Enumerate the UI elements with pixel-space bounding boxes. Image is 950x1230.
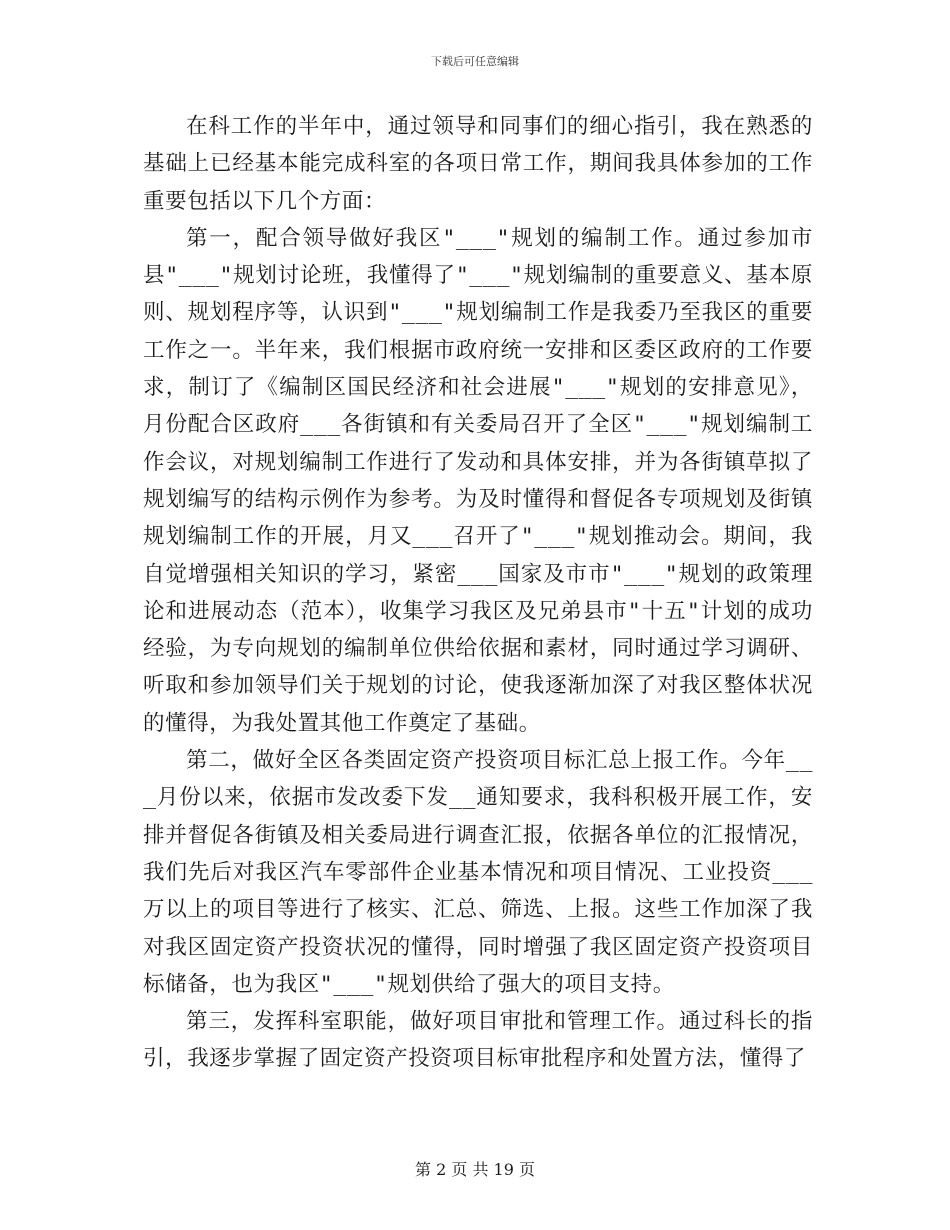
page-header: 下载后可任意编辑 [431,55,519,68]
document-body [143,108,813,1078]
paragraph-second: 第二，做好全区各类固定资产投资项目标汇总上报工作。今年___月份以来，依据市发改委下发__通知要求，我科积极开展工作，安排并督促各街镇及相关委局进行调查汇报，依据各单位的汇报情况，我们先后对我区汽车零部件企业基本情况和项目情况、工业投资___万以上的项目等进行了核实、汇总、筛选、上报。这些工作加深了我对我区固定资产投资状况的懂得，同时增强了我区固定资产投资项目标储备，也为我区"___"规划供给了强大的项目支持。 [143,748,813,997]
paragraph-intro: 在科工作的半年中，通过领导和同事们的细心指引，我在熟悉的基础上已经基本能完成科室的各项日常工作，期间我具体参加的工作重要包括以下几个方面： [143,114,813,214]
page-footer: 第 2 页 共 19 页 [415,1160,535,1179]
paragraph-first: 第一，配合领导做好我区"___"规划的编制工作。通过参加市县"___"规划讨论班，我懂得了"___"规划编制的重要意义、基本原则、规划程序等，认识到"___"规划编制工作是我委乃至我区的重要工作之一。半年来，我们根据市政府统一安排和区委区政府的工作要求，制订了《编制区国民经济和社会进展"___"规划的安排意见》，月份配合区政府___各街镇和有关委局召开了全区"___"规划编制工作会议，对规划编制工作进行了发动和具体安排，并为各街镇草拟了规划编写的结构示例作为参考。为及时懂得和督促各专项规划及街镇规划编制工作的开展，月又___召开了"___"规划推动会。期间，我自觉增强相关知识的学习，紧密___国家及市市"___"规划的政策理论和进展动态（范本），收集学习我区及兄弟县市"十五"计划的成功经验，为专向规划的编制单位供给依据和素材，同时通过学习调研、听取和参加领导们关于规划的讨论，使我逐渐加深了对我区整体状况的懂得，为我处置其他工作奠定了基础。 [143,225,813,736]
paragraph-third: 第三，发挥科室职能，做好项目审批和管理工作。通过科长的指引，我逐步掌握了固定资产投资项目标审批程序和处置方法，懂得了 [143,1009,813,1072]
